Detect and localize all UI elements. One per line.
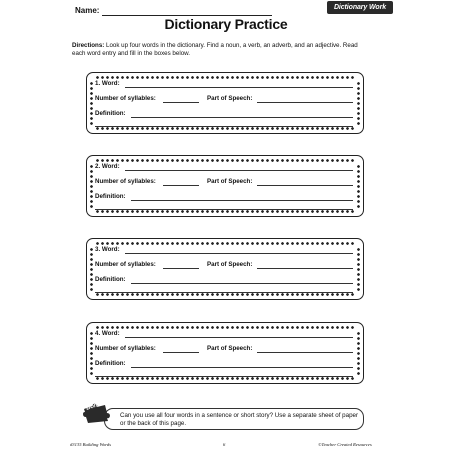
dotted-border xyxy=(90,247,93,291)
syllables-field[interactable] xyxy=(163,268,199,269)
word-label: 2. Word: xyxy=(95,163,120,170)
syllables-field[interactable] xyxy=(163,352,199,353)
definition-label: Definition: xyxy=(95,110,126,117)
definition-field[interactable] xyxy=(131,283,353,284)
definition-field-line2[interactable] xyxy=(95,126,353,127)
syllables-label: Number of syllables: xyxy=(95,178,156,185)
syllables-field[interactable] xyxy=(163,102,199,103)
bonus-text: Can you use all four words in a sentence or short story? Use a separate sheet of paper or the back of this page. xyxy=(120,412,359,427)
directions xyxy=(72,42,372,58)
name-label: Name: xyxy=(75,6,100,15)
dotted-border xyxy=(90,81,93,125)
definition-field[interactable] xyxy=(131,367,353,368)
dotted-border xyxy=(95,377,355,380)
pos-field[interactable] xyxy=(257,102,353,103)
pos-field[interactable] xyxy=(257,268,353,269)
entry-box-1 xyxy=(86,72,364,134)
word-field[interactable] xyxy=(125,170,353,171)
entry-box-3 xyxy=(86,238,364,300)
dotted-border xyxy=(357,247,360,291)
footer-left: #3135 Building Words xyxy=(70,442,112,447)
word-field[interactable] xyxy=(125,337,353,338)
syllables-label: Number of syllables: xyxy=(95,95,156,102)
dotted-border xyxy=(95,127,355,130)
dotted-border xyxy=(95,242,355,245)
pos-label: Part of Speech: xyxy=(207,178,253,185)
dotted-border xyxy=(357,81,360,125)
definition-field-line2[interactable] xyxy=(95,376,353,377)
pos-field[interactable] xyxy=(257,185,353,186)
word-field[interactable] xyxy=(125,253,353,254)
directions-text: Look up four words in the dictionary. Find a noun, a verb, an adverb, and an adjective. Read each word entry and fill in the boxes below. xyxy=(72,42,358,57)
page-number: 6 xyxy=(223,442,226,447)
definition-label: Definition: xyxy=(95,276,126,283)
pos-label: Part of Speech: xyxy=(207,345,253,352)
definition-label: Definition: xyxy=(95,360,126,367)
word-label: 4. Word: xyxy=(95,330,120,337)
pos-label: Part of Speech: xyxy=(207,261,253,268)
word-label: 3. Word: xyxy=(95,246,120,253)
syllables-field[interactable] xyxy=(163,185,199,186)
definition-label: Definition: xyxy=(95,193,126,200)
definition-field-line2[interactable] xyxy=(95,292,353,293)
entry-box-4 xyxy=(86,322,364,384)
footer-right: ©Teacher Created Resources xyxy=(318,442,372,447)
dotted-border xyxy=(357,164,360,208)
dotted-border xyxy=(95,293,355,296)
dotted-border xyxy=(95,76,355,79)
syllables-label: Number of syllables: xyxy=(95,261,156,268)
dotted-border xyxy=(95,210,355,213)
definition-field-line2[interactable] xyxy=(95,209,353,210)
dotted-border xyxy=(95,159,355,162)
definition-field[interactable] xyxy=(131,117,353,118)
syllables-label: Number of syllables: xyxy=(95,345,156,352)
directions-label: Directions: xyxy=(72,42,105,49)
pos-field[interactable] xyxy=(257,352,353,353)
pos-label: Part of Speech: xyxy=(207,95,253,102)
definition-field[interactable] xyxy=(131,200,353,201)
dotted-border xyxy=(90,331,93,375)
section-tab: Dictionary Work xyxy=(327,1,393,14)
dotted-border xyxy=(357,331,360,375)
page-title: Dictionary Practice xyxy=(164,16,288,32)
dotted-border xyxy=(90,164,93,208)
word-field[interactable] xyxy=(125,87,353,88)
dotted-border xyxy=(95,326,355,329)
word-label: 1. Word: xyxy=(95,80,120,87)
bonus-badge-label: Bonus xyxy=(85,400,106,412)
entry-box-2 xyxy=(86,155,364,217)
